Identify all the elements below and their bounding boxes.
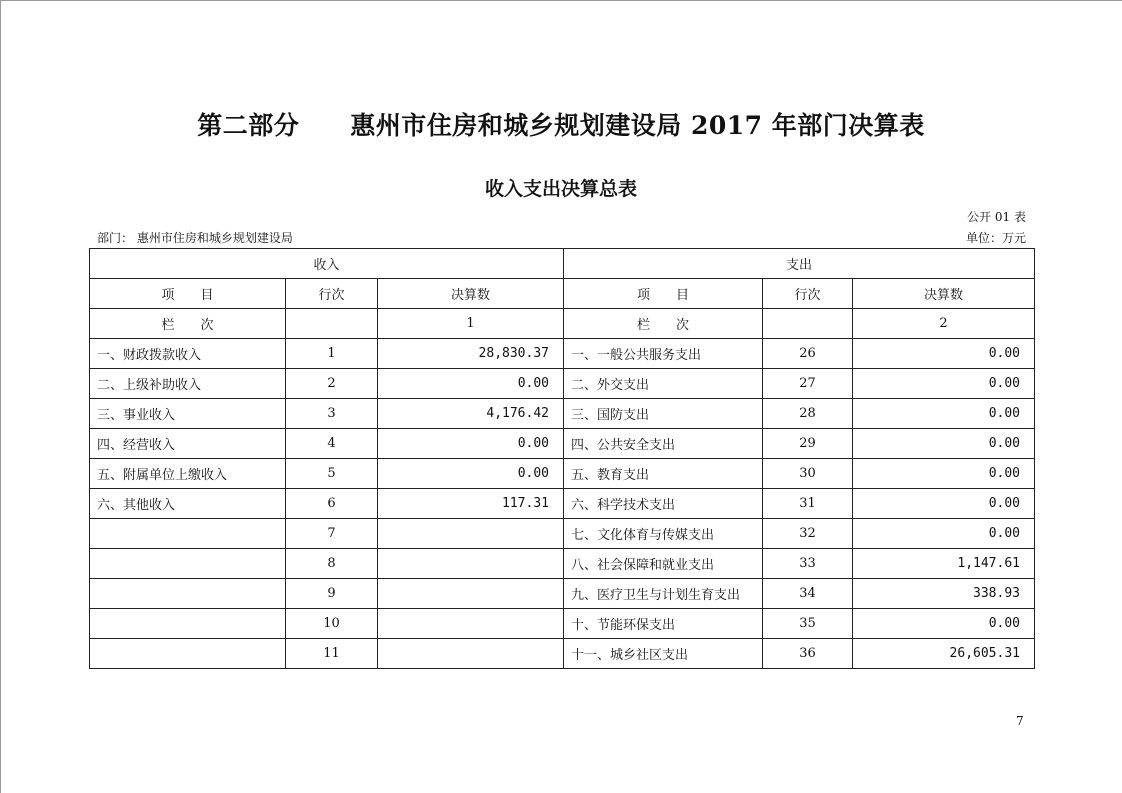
department-label: 部门： 惠州市住房和城乡规划建设局 [97,231,293,245]
income-amount-cell: 4,176.42 [378,399,564,429]
expense-line-cell: 26 [763,339,853,369]
table-row [90,639,1035,669]
income-amount-cell: 28,830.37 [378,339,564,369]
income-line-cell: 5 [286,459,378,489]
income-group-header: 收入 [90,249,564,279]
page-number: 7 [1016,714,1024,728]
expense-amount-cell: 0.00 [853,609,1035,639]
income-amount-cell: 0.00 [378,369,564,399]
expense-group-header: 支出 [564,249,1035,279]
expense-item-cell: 一、一般公共服务支出 [564,339,763,369]
income-amount-cell [378,579,564,609]
expense-item-cell: 九、医疗卫生与计划生育支出 [564,579,763,609]
expense-line-cell: 33 [763,549,853,579]
income-amount-cell: 0.00 [378,429,564,459]
expense-item-cell: 二、外交支出 [564,369,763,399]
income-line-cell: 3 [286,399,378,429]
income-line-cell: 9 [286,579,378,609]
expense-line-cell: 30 [763,459,853,489]
table-row [90,369,1035,399]
unit-label: 单位：万元 [965,231,1026,245]
expense-amount-cell: 26,605.31 [853,639,1035,669]
income-item-cell: 一、财政拨款收入 [90,339,286,369]
expense-amount-cell: 338.93 [853,579,1035,609]
expense-item-cell: 四、公共安全支出 [564,429,763,459]
income-index-label: 栏 次 [90,309,286,339]
income-line-cell: 1 [286,339,378,369]
expense-line-cell: 27 [763,369,853,399]
expense-index-label: 栏 次 [564,309,763,339]
expense-index-blank [763,309,853,339]
table-row [90,399,1035,429]
income-line-cell: 7 [286,519,378,549]
expense-line-cell: 32 [763,519,853,549]
income-item-cell: 六、其他收入 [90,489,286,519]
income-line-cell: 11 [286,639,378,669]
income-index-blank [286,309,378,339]
income-index-number: 1 [378,309,564,339]
expense-item-cell: 十一、城乡社区支出 [564,639,763,669]
table-row [90,459,1035,489]
expense-amount-cell: 0.00 [853,489,1035,519]
expense-item-header: 项 目 [564,279,763,309]
income-line-cell: 2 [286,369,378,399]
table-row [90,549,1035,579]
expense-amount-header: 决算数 [853,279,1035,309]
expense-line-cell: 35 [763,609,853,639]
group-header-row [90,249,1035,279]
income-item-cell [90,609,286,639]
column-index-row [90,309,1035,339]
income-amount-cell: 0.00 [378,459,564,489]
expense-line-cell: 34 [763,579,853,609]
expense-item-cell: 八、社会保障和就业支出 [564,549,763,579]
income-amount-header: 决算数 [378,279,564,309]
column-header-row [90,279,1035,309]
expense-amount-cell: 1,147.61 [853,549,1035,579]
table-row [90,519,1035,549]
table-row [90,609,1035,639]
expense-index-number: 2 [853,309,1035,339]
income-item-cell: 四、经营收入 [90,429,286,459]
expense-item-cell: 十、节能环保支出 [564,609,763,639]
table-row [90,429,1035,459]
expense-line-cell: 36 [763,639,853,669]
table-row [90,339,1035,369]
expense-amount-cell: 0.00 [853,339,1035,369]
expense-item-cell: 三、国防支出 [564,399,763,429]
page-border-top [0,0,1122,1]
income-line-cell: 4 [286,429,378,459]
expense-amount-cell: 0.00 [853,369,1035,399]
income-item-cell [90,519,286,549]
expense-line-header: 行次 [763,279,853,309]
document-title: 第二部分 惠州市住房和城乡规划建设局 2017 年部门决算表 [197,111,925,140]
income-item-cell [90,549,286,579]
expense-line-cell: 29 [763,429,853,459]
income-line-header: 行次 [286,279,378,309]
income-line-cell: 8 [286,549,378,579]
form-number: 公开 01 表 [967,210,1026,224]
table-title: 收入支出决算总表 [484,178,637,200]
income-item-cell: 五、附属单位上缴收入 [90,459,286,489]
expense-item-cell: 六、科学技术支出 [564,489,763,519]
expense-line-cell: 28 [763,399,853,429]
income-line-cell: 10 [286,609,378,639]
table-row [90,489,1035,519]
expense-amount-cell: 0.00 [853,399,1035,429]
expense-amount-cell: 0.00 [853,519,1035,549]
expense-amount-cell: 0.00 [853,459,1035,489]
income-item-cell: 二、上级补助收入 [90,369,286,399]
income-line-cell: 6 [286,489,378,519]
table-row [90,579,1035,609]
income-amount-cell [378,519,564,549]
income-item-cell: 三、事业收入 [90,399,286,429]
income-amount-cell [378,609,564,639]
expense-item-cell: 七、文化体育与传媒支出 [564,519,763,549]
income-expense-table [89,248,1035,669]
income-amount-cell [378,549,564,579]
expense-item-cell: 五、教育支出 [564,459,763,489]
income-item-cell [90,579,286,609]
expense-amount-cell: 0.00 [853,429,1035,459]
income-amount-cell [378,639,564,669]
expense-line-cell: 31 [763,489,853,519]
income-amount-cell: 117.31 [378,489,564,519]
income-item-header: 项 目 [90,279,286,309]
income-item-cell [90,639,286,669]
